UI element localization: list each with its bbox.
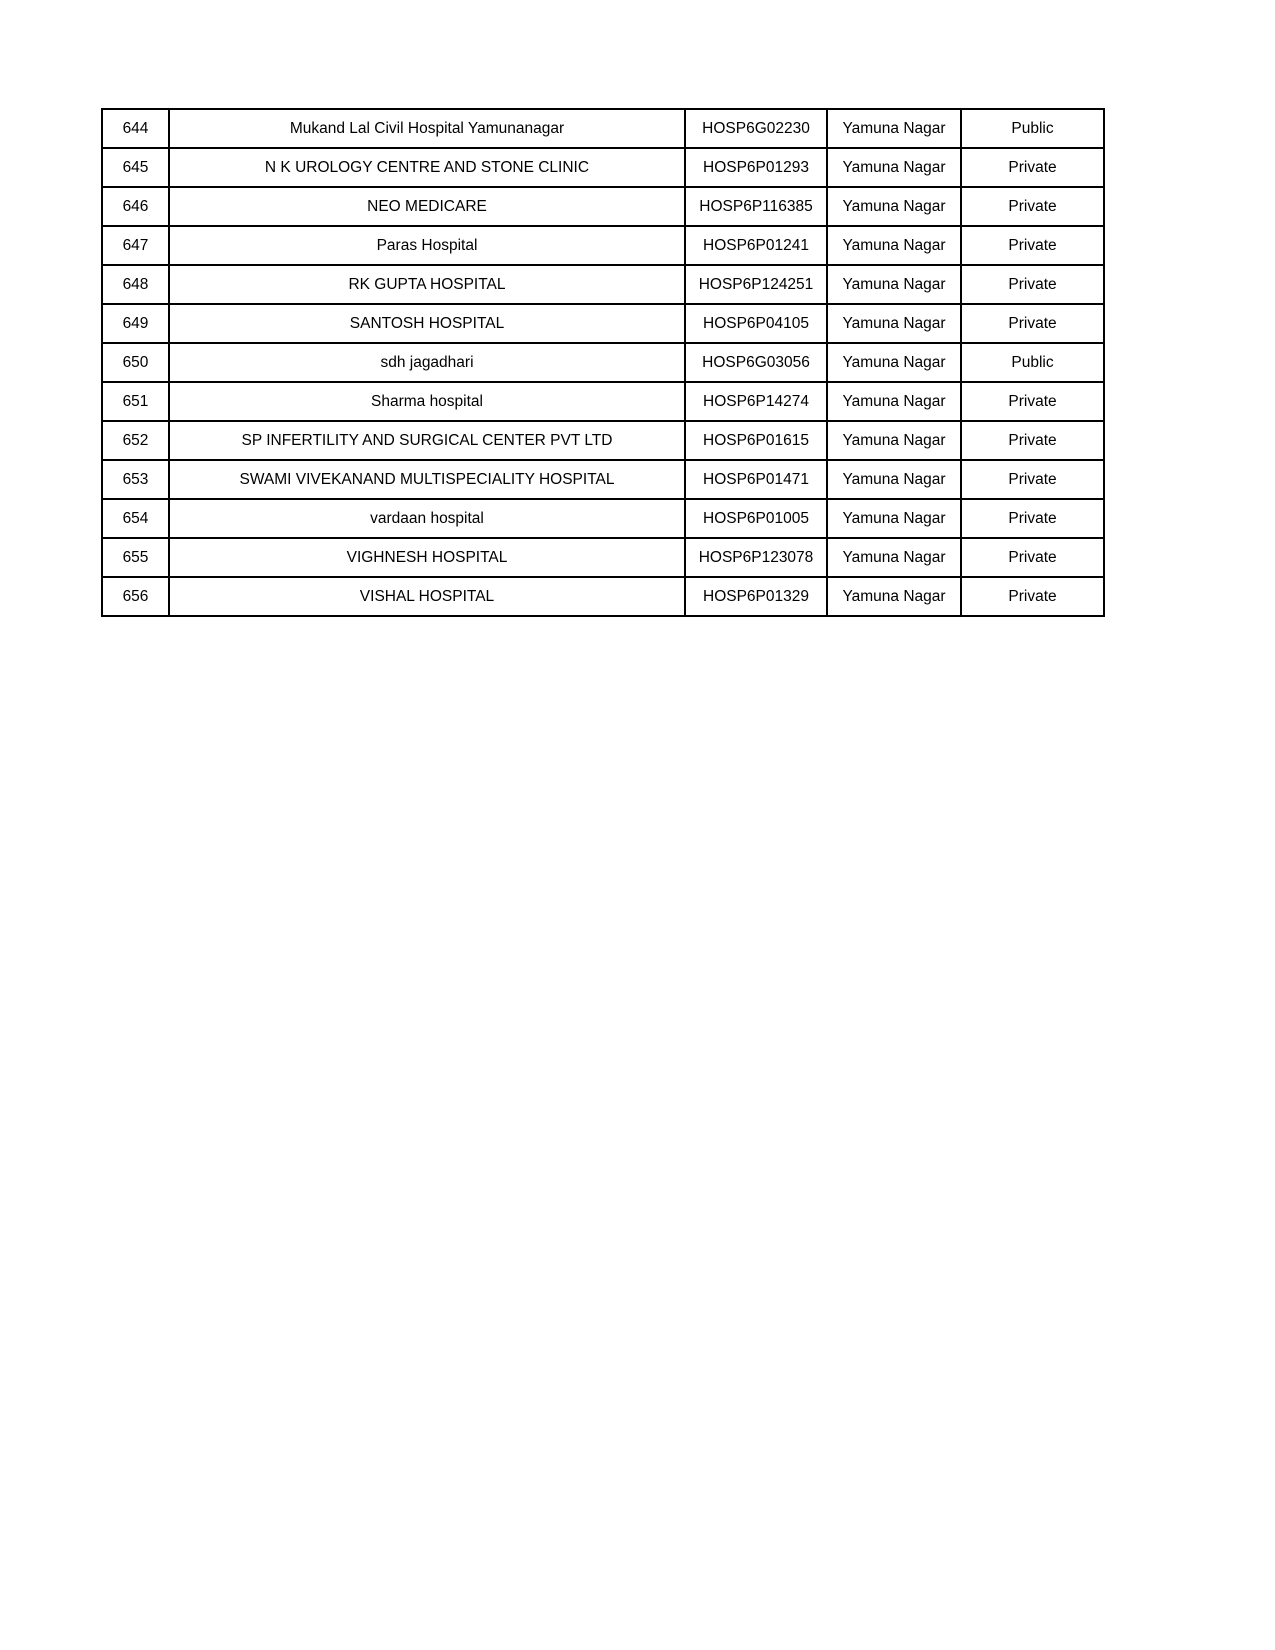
table-row	[102, 265, 1104, 304]
cell-hospital-code: HOSP6G03056	[685, 343, 827, 382]
table-row	[102, 343, 1104, 382]
cell-serial-number: 646	[102, 187, 169, 226]
cell-hospital-name: RK GUPTA HOSPITAL	[169, 265, 685, 304]
cell-serial-number: 647	[102, 226, 169, 265]
table-row	[102, 226, 1104, 265]
cell-district: Yamuna Nagar	[827, 148, 961, 187]
cell-serial-number: 644	[102, 109, 169, 148]
table-row	[102, 499, 1104, 538]
table-row	[102, 382, 1104, 421]
cell-hospital-code: HOSP6P116385	[685, 187, 827, 226]
cell-serial-number: 655	[102, 538, 169, 577]
cell-serial-number: 650	[102, 343, 169, 382]
cell-hospital-name: Sharma hospital	[169, 382, 685, 421]
cell-hospital-type: Private	[961, 499, 1104, 538]
cell-serial-number: 654	[102, 499, 169, 538]
cell-district: Yamuna Nagar	[827, 538, 961, 577]
cell-hospital-type: Private	[961, 187, 1104, 226]
hospital-list-table-container	[101, 108, 1103, 617]
table-row	[102, 421, 1104, 460]
cell-district: Yamuna Nagar	[827, 343, 961, 382]
cell-hospital-type: Private	[961, 304, 1104, 343]
cell-hospital-name: SWAMI VIVEKANAND MULTISPECIALITY HOSPITAL	[169, 460, 685, 499]
cell-district: Yamuna Nagar	[827, 421, 961, 460]
cell-serial-number: 656	[102, 577, 169, 616]
cell-district: Yamuna Nagar	[827, 304, 961, 343]
cell-district: Yamuna Nagar	[827, 226, 961, 265]
hospital-list-table	[101, 108, 1105, 617]
cell-hospital-type: Private	[961, 577, 1104, 616]
cell-hospital-code: HOSP6P01329	[685, 577, 827, 616]
cell-hospital-code: HOSP6P01005	[685, 499, 827, 538]
cell-hospital-code: HOSP6P123078	[685, 538, 827, 577]
cell-hospital-code: HOSP6P01241	[685, 226, 827, 265]
cell-hospital-code: HOSP6P04105	[685, 304, 827, 343]
cell-hospital-name: Mukand Lal Civil Hospital Yamunanagar	[169, 109, 685, 148]
cell-hospital-type: Private	[961, 148, 1104, 187]
cell-district: Yamuna Nagar	[827, 382, 961, 421]
cell-hospital-name: VISHAL HOSPITAL	[169, 577, 685, 616]
hospital-table-body	[102, 109, 1104, 616]
cell-hospital-type: Public	[961, 109, 1104, 148]
cell-serial-number: 649	[102, 304, 169, 343]
cell-hospital-type: Private	[961, 421, 1104, 460]
cell-hospital-type: Public	[961, 343, 1104, 382]
cell-hospital-name: SP INFERTILITY AND SURGICAL CENTER PVT LTD	[169, 421, 685, 460]
cell-hospital-code: HOSP6P01615	[685, 421, 827, 460]
cell-hospital-type: Private	[961, 382, 1104, 421]
table-row	[102, 460, 1104, 499]
cell-hospital-type: Private	[961, 226, 1104, 265]
cell-hospital-name: SANTOSH HOSPITAL	[169, 304, 685, 343]
cell-hospital-name: Paras Hospital	[169, 226, 685, 265]
cell-hospital-name: sdh jagadhari	[169, 343, 685, 382]
cell-district: Yamuna Nagar	[827, 499, 961, 538]
cell-hospital-type: Private	[961, 265, 1104, 304]
cell-hospital-name: NEO MEDICARE	[169, 187, 685, 226]
cell-hospital-code: HOSP6G02230	[685, 109, 827, 148]
cell-hospital-name: VIGHNESH HOSPITAL	[169, 538, 685, 577]
cell-district: Yamuna Nagar	[827, 109, 961, 148]
cell-serial-number: 652	[102, 421, 169, 460]
cell-hospital-name: N K UROLOGY CENTRE AND STONE CLINIC	[169, 148, 685, 187]
cell-serial-number: 645	[102, 148, 169, 187]
cell-district: Yamuna Nagar	[827, 265, 961, 304]
cell-hospital-code: HOSP6P01471	[685, 460, 827, 499]
cell-hospital-type: Private	[961, 538, 1104, 577]
table-row	[102, 304, 1104, 343]
cell-hospital-code: HOSP6P01293	[685, 148, 827, 187]
cell-district: Yamuna Nagar	[827, 460, 961, 499]
cell-serial-number: 651	[102, 382, 169, 421]
cell-district: Yamuna Nagar	[827, 187, 961, 226]
cell-serial-number: 648	[102, 265, 169, 304]
cell-hospital-type: Private	[961, 460, 1104, 499]
cell-hospital-code: HOSP6P14274	[685, 382, 827, 421]
table-row	[102, 109, 1104, 148]
cell-hospital-name: vardaan hospital	[169, 499, 685, 538]
table-row	[102, 577, 1104, 616]
table-row	[102, 187, 1104, 226]
table-row	[102, 148, 1104, 187]
cell-hospital-code: HOSP6P124251	[685, 265, 827, 304]
cell-serial-number: 653	[102, 460, 169, 499]
table-row	[102, 538, 1104, 577]
cell-district: Yamuna Nagar	[827, 577, 961, 616]
